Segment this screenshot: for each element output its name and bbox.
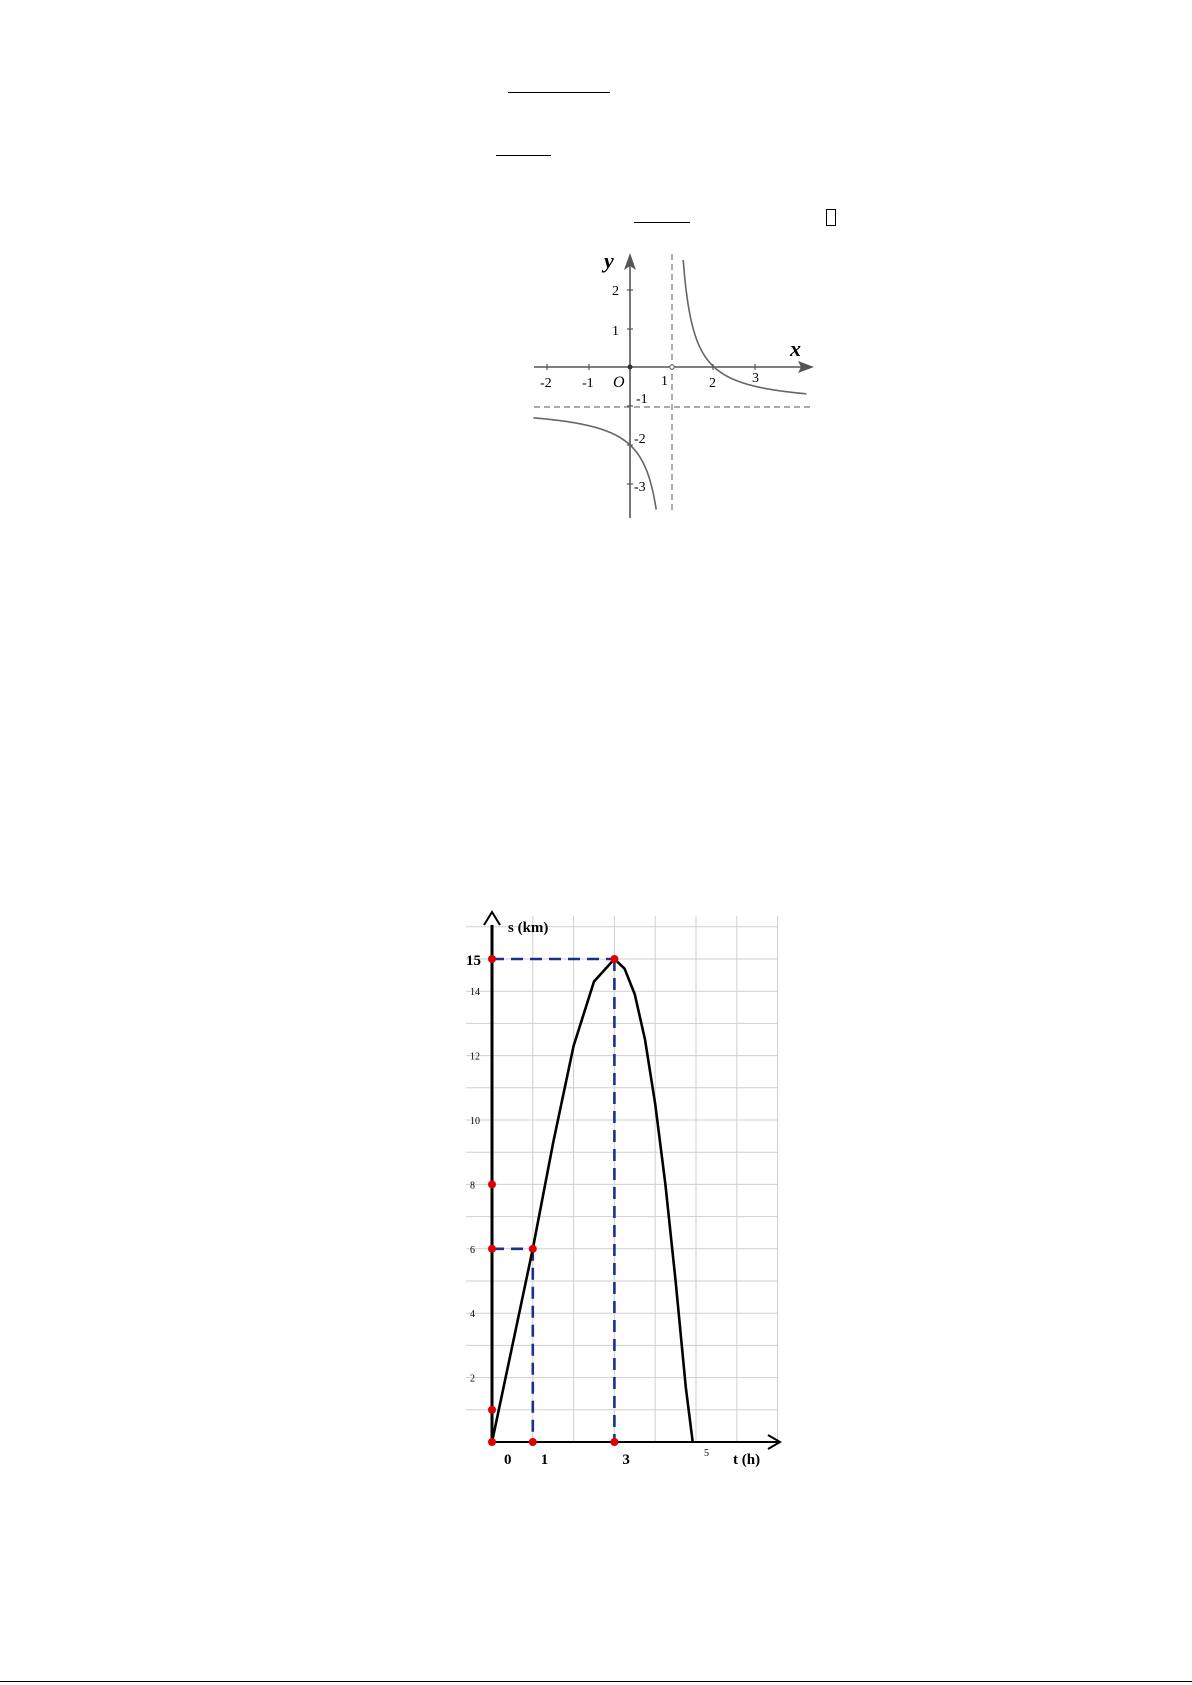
- y-axis-label: s (km): [508, 920, 549, 936]
- y-tick-label: -3: [634, 480, 646, 495]
- y-tick-label: 2: [470, 1373, 475, 1385]
- x-tick-label: -1: [582, 376, 594, 391]
- page-footer-rule: [0, 1681, 1192, 1682]
- y-tick-label: 14: [470, 987, 480, 999]
- dashed-guides: [492, 959, 614, 1442]
- y-axis-label: y: [604, 250, 614, 273]
- hyperbola-graph: [530, 250, 830, 520]
- origin-dot: [628, 365, 633, 370]
- data-point: [610, 955, 618, 963]
- hyperbola-branch-right: [683, 260, 806, 394]
- fraction-bar: [496, 155, 551, 156]
- y-tick-label: 10: [470, 1116, 480, 1127]
- x-tick-label: 0: [504, 1452, 512, 1468]
- data-point: [529, 1245, 537, 1253]
- x-axis-label: x: [790, 336, 801, 361]
- y-tick-label: -2: [634, 432, 646, 447]
- distance-time-chart: [440, 905, 800, 1485]
- y-tick-label: 8: [470, 1180, 475, 1192]
- data-point: [610, 1438, 618, 1446]
- fraction-bar: [634, 222, 690, 223]
- x-tick-label: -2: [540, 376, 552, 391]
- data-point: [529, 1438, 537, 1446]
- y-tick-label: 12: [470, 1051, 480, 1063]
- axis-ticks: [547, 290, 755, 484]
- data-point: [488, 1245, 496, 1253]
- x-tick-label: 1: [661, 374, 668, 389]
- data-point: [488, 1438, 496, 1446]
- x-axis-label: t (h): [733, 1452, 761, 1468]
- missing-glyph-box: [826, 209, 836, 226]
- x-tick-label: 3: [752, 371, 759, 386]
- x-tick-label: 1: [540, 1452, 549, 1468]
- x-tick-label: 2: [709, 376, 716, 391]
- chart-grid: [466, 916, 778, 1442]
- asymptote-point: [670, 365, 674, 369]
- data-point: [488, 955, 496, 963]
- data-point: [488, 1180, 496, 1188]
- y-tick-label: 1: [612, 324, 619, 339]
- y-tick-label: 4: [470, 1309, 475, 1321]
- data-point: [488, 1406, 496, 1414]
- x-tick-label: 3: [622, 1452, 630, 1468]
- x-tick-label: 5: [704, 1448, 709, 1459]
- fraction-bar: [508, 92, 610, 93]
- y-tick-label: 2: [612, 284, 619, 299]
- y-axis-arrow: [484, 912, 500, 925]
- y-tick-label: 6: [470, 1244, 475, 1256]
- series-line: [492, 959, 693, 1442]
- origin-label: O: [613, 374, 625, 391]
- y-tick-label: 15: [466, 953, 481, 969]
- y-tick-label: -1: [636, 392, 648, 407]
